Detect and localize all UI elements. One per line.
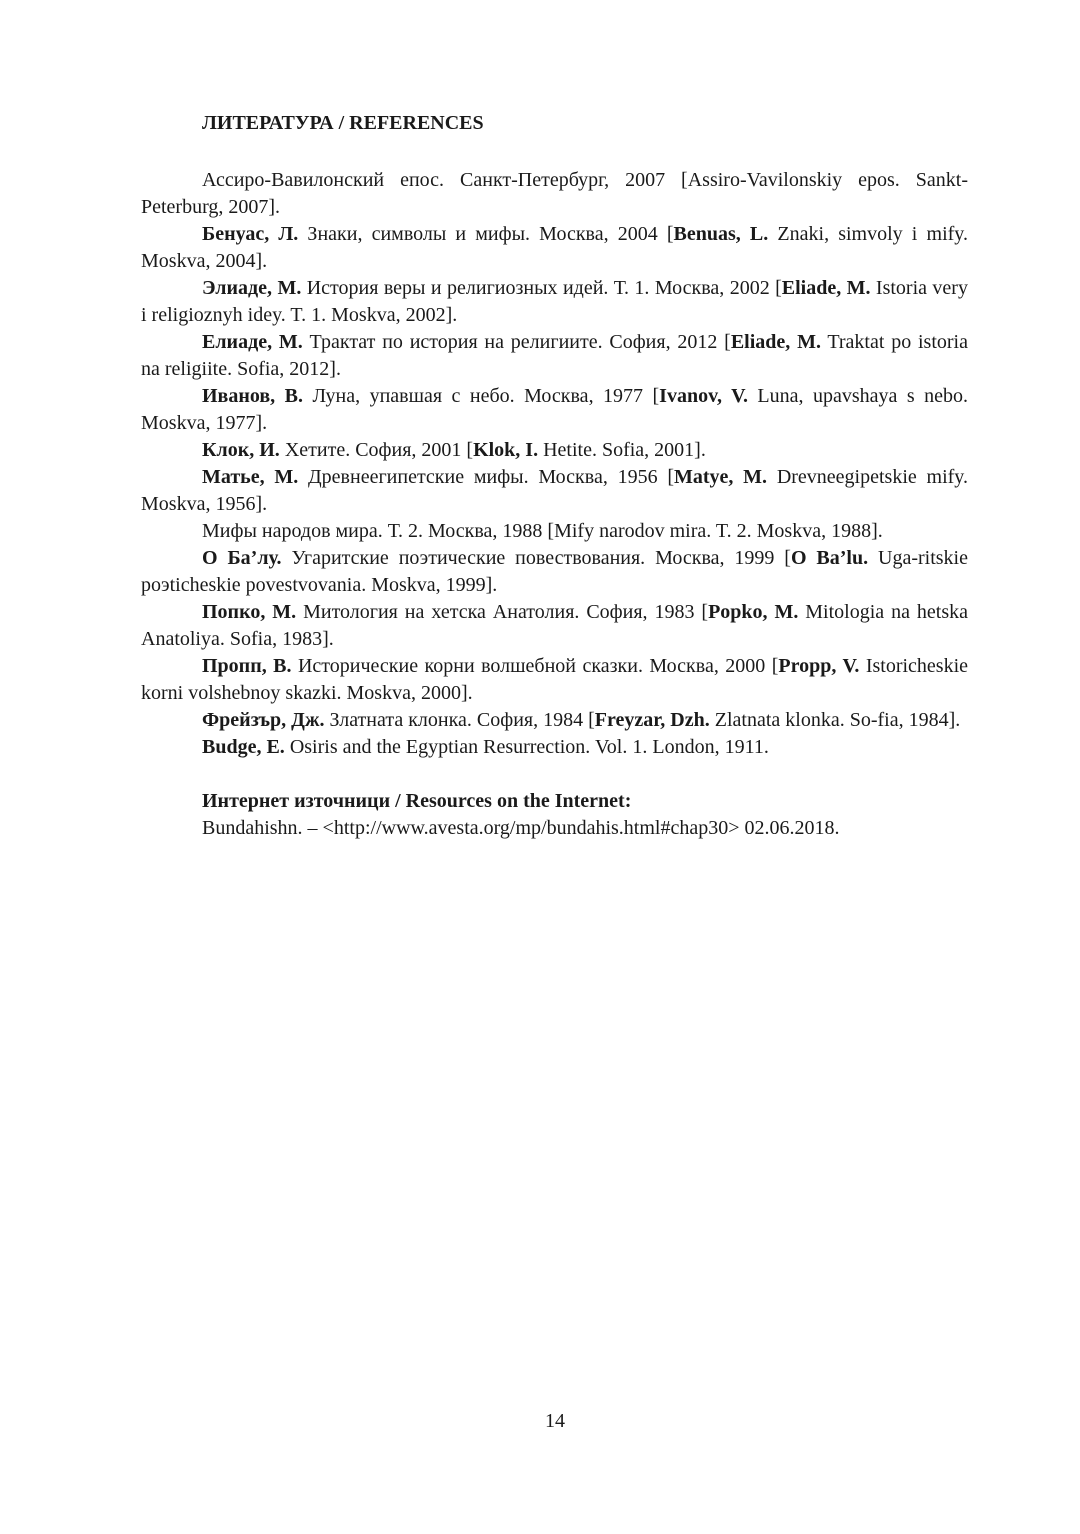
reference-text: Знаки, символы и мифы. Москва, 2004 [ <box>298 223 674 245</box>
internet-sources <box>141 788 968 842</box>
reference-author: Матье, М. <box>202 466 299 488</box>
reference-translit-text: Istoricheskie korni volshebnoy skazki. Moskva, 2000]. <box>141 655 969 704</box>
reference-item <box>141 599 968 653</box>
reference-translit-text: Mify narodov mira. T. 2. Moskva, 1988]. <box>554 520 883 542</box>
reference-translit-text: Traktat po istoria na religiite. Sofia, 2012]. <box>141 331 968 380</box>
reference-text: Мифы народов мира. Т. 2. Москва, 1988 [ <box>202 520 555 542</box>
reference-text: История веры и религиозных идей. Т. 1. Москва, 2002 [ <box>301 277 782 299</box>
reference-translit-text: Assiro-Vavilonskiy epos. Sankt-Peterburg, 2007]. <box>141 169 968 218</box>
reference-author: Елиаде, М. <box>202 331 303 353</box>
reference-translit-author: Eliade, M. <box>781 277 871 299</box>
references-heading: ЛИТЕРАТУРА / REFERENCES <box>202 112 484 134</box>
reference-author: Фрейзър, Дж. <box>202 709 325 731</box>
reference-item <box>141 464 968 518</box>
reference-text: Ассиро-Вавилонский епос. Санкт-Петербург, 2007 [ <box>202 169 688 191</box>
reference-text: Исторические корни волшебной сказки. Москва, 2000 [ <box>291 655 779 677</box>
references-list <box>141 167 968 761</box>
reference-translit-text: Luna, upavshaya s nebo. Moskva, 1977]. <box>141 385 969 434</box>
reference-translit-author: Klok, I. <box>473 439 539 461</box>
reference-text: Митология на хетска Анатолия. София, 1983 [ <box>296 601 709 623</box>
reference-translit-text: Istoria very i religioznyh idey. T. 1. Moskva, 2002]. <box>141 277 968 326</box>
reference-translit-author: Popko, M. <box>708 601 799 623</box>
reference-translit-author: Propp, V. <box>778 655 860 677</box>
reference-item <box>141 653 968 707</box>
reference-item <box>141 437 968 464</box>
reference-text: Хетите. София, 2001 [ <box>279 439 474 461</box>
reference-item <box>141 329 968 383</box>
reference-text: Osiris and the Egyptian Resurrection. Vol. 1. London, 1911. <box>284 736 769 758</box>
reference-translit-text: Mitologia na hetska Anatoliya. Sofia, 1983]. <box>141 601 969 650</box>
reference-author: Иванов, В. <box>202 385 303 407</box>
reference-translit-author: Ivanov, V. <box>659 385 748 407</box>
reference-author: Бенуас, Л. <box>202 223 299 245</box>
reference-translit-author: Benuas, L. <box>673 223 769 245</box>
reference-author: Budge, E. <box>202 736 285 758</box>
reference-item <box>141 383 968 437</box>
reference-translit-author: Freyzar, Dzh. <box>594 709 710 731</box>
reference-text: Златната клонка. София, 1984 [ <box>324 709 595 731</box>
reference-translit-text: Znaki, simvoly i mify. Moskva, 2004]. <box>141 223 968 272</box>
reference-translit-text: Uga-ritskie poэticheskie povestvovania. Moskva, 1999]. <box>141 547 968 596</box>
reference-author: Попко, М. <box>202 601 297 623</box>
reference-text: Трактат по история на религиите. София, 2012 [ <box>302 331 731 353</box>
reference-translit-text: Drevneegipetskie mify. Moskva, 1956]. <box>141 466 968 515</box>
reference-text: Луна, упавшая с небо. Москва, 1977 [ <box>303 385 660 407</box>
reference-author: О Ба’лу. <box>202 547 282 569</box>
reference-translit-author: Matye, M. <box>674 466 768 488</box>
reference-text: Угаритские поэтические повествования. Москва, 1999 [ <box>281 547 791 569</box>
reference-item <box>141 518 968 545</box>
reference-translit-author: O Ba’lu. <box>790 547 869 569</box>
internet-sources-heading: Интернет източници / Resources on the Internet: <box>202 790 632 812</box>
reference-author: Пропп, В. <box>202 655 292 677</box>
reference-item <box>141 221 968 275</box>
reference-translit-author: Eliade, M. <box>730 331 821 353</box>
reference-author: Элиаде, М. <box>202 277 302 299</box>
reference-translit-text: Zlatnata klonka. So-fia, 1984]. <box>709 709 961 731</box>
reference-item <box>141 275 968 329</box>
reference-item <box>141 167 968 221</box>
reference-item <box>141 707 968 734</box>
reference-author: Клок, И. <box>202 439 280 461</box>
page-number: 14 <box>545 1410 565 1432</box>
reference-item <box>141 734 968 761</box>
reference-text: Древнеегипетские мифы. Москва, 1956 [ <box>298 466 674 488</box>
internet-source-item: Bundahishn. – <http://www.avesta.org/mp/bundahis.html#chap30> 02.06.2018. <box>202 817 840 839</box>
page-content <box>141 110 968 842</box>
reference-item <box>141 545 968 599</box>
reference-translit-text: Hetite. Sofia, 2001]. <box>538 439 706 461</box>
